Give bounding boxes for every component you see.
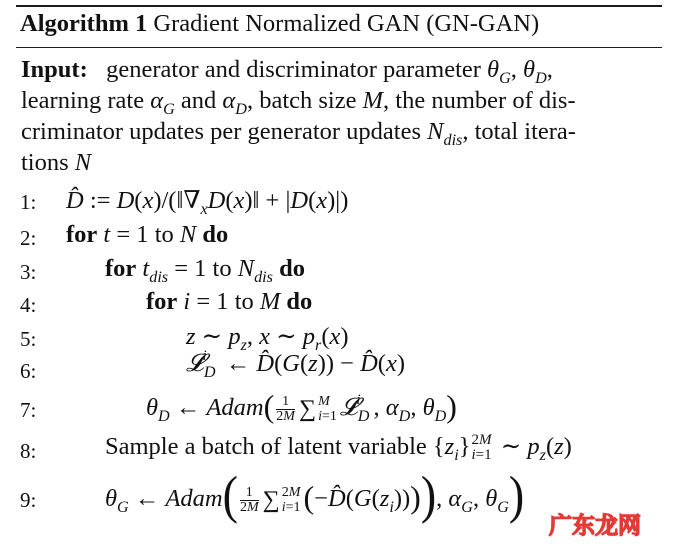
algorithm-title	[20, 10, 539, 38]
input-label: Input:	[21, 56, 88, 83]
step-7: $\theta_D$ ← Adam( $\frac{1}{2M}$ ∑ M i=1 𝓛$_D^i$ , $\alpha_D$, $\theta_D$)	[146, 388, 457, 425]
step-number: 6:	[20, 359, 37, 383]
step-2: for t = 1 to N do	[66, 221, 229, 248]
step-6: 𝓛$_D^i$ ← D̂(G(z)) − D̂(x)	[186, 348, 406, 381]
algorithm-label: Algorithm 1	[20, 10, 148, 37]
step-number: 2:	[20, 226, 37, 250]
step-number: 3:	[20, 260, 37, 284]
step-number: 1:	[20, 190, 37, 214]
input-line-4: tions N	[21, 149, 92, 176]
step-number: 4:	[20, 293, 37, 317]
input-line-1: Input: generator and discriminator parameter $\theta_G$, $\theta_D$,	[21, 56, 553, 87]
step-8: Sample a batch of latent variable $\{z_i\}$ 2M i=1 ∼ $p_z(z)$	[105, 432, 572, 464]
step-number: 8:	[20, 439, 37, 463]
header-rule	[16, 47, 662, 48]
svg-text:广东龙网: 广东龙网	[549, 513, 641, 539]
algorithm-name: Gradient Normalized GAN (GN-GAN)	[153, 10, 540, 37]
top-rule	[16, 5, 662, 7]
step-number: 5:	[20, 327, 37, 351]
step-3: for $t_{dis} = 1$ to $N_{dis}$ do	[105, 255, 305, 286]
input-line-3: criminator updates per generator updates $N_{dis}$, total itera-	[21, 118, 576, 149]
step-9: $\theta_G$ ← Adam( $\frac{1}{2M}$ ∑ 2M i=1 $(-D̂(G(z_i)))$), $\alpha_G$, $\theta_G$)	[105, 465, 525, 524]
step-5: z ∼ $p_z$, x ∼ $p_r(x)$	[186, 323, 349, 354]
watermark-logo	[540, 507, 650, 541]
input-text-1: generator and discriminator parameter	[106, 56, 481, 83]
step-number: 9:	[20, 488, 37, 512]
step-4: for i = 1 to M do	[146, 288, 313, 315]
step-number: 7:	[20, 398, 37, 422]
step-1: D̂ := $D(x)/(‖\nabla_xD(x)‖ + |D(x)|)$	[66, 187, 349, 218]
input-line-2: learning rate $\alpha_G$ and $\alpha_D$, batch size M, the number of dis-	[21, 87, 576, 118]
